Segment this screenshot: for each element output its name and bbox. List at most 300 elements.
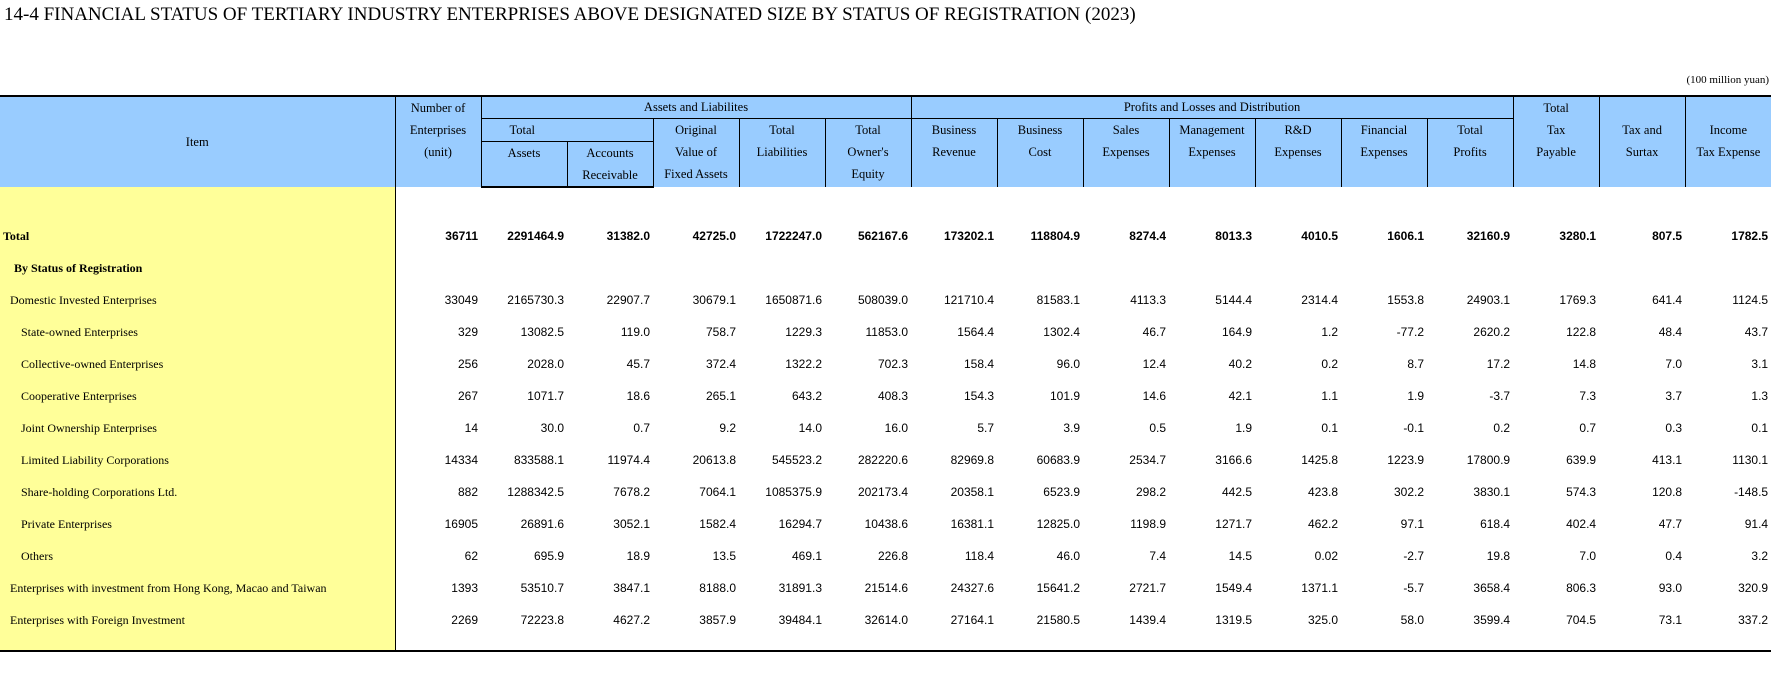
- header-line: Expenses: [1274, 145, 1322, 159]
- value-cell: 508039.0: [857, 293, 908, 307]
- value-cell: 164.9: [1221, 325, 1252, 339]
- header-total-assets: [481, 142, 567, 188]
- row-label: Collective-owned Enterprises: [0, 348, 395, 380]
- value-cell: 19.8: [1486, 549, 1511, 563]
- value-cell: 15641.2: [1036, 581, 1080, 595]
- table-row: [0, 316, 1771, 348]
- value-cell: 1606.1: [1387, 229, 1424, 243]
- value-cell: [1169, 252, 1255, 284]
- header-line: Tax and: [1622, 123, 1662, 137]
- header-line: Tax Expense: [1696, 145, 1761, 159]
- value-cell: 119.0: [620, 325, 650, 339]
- value-cell: 0.1: [1321, 421, 1338, 435]
- value-cell: [395, 252, 481, 284]
- value-cell: 882: [457, 485, 478, 499]
- value-cell: [825, 252, 911, 284]
- value-cell: 1271.7: [1215, 517, 1252, 531]
- page-title: 14-4 FINANCIAL STATUS OF TERTIARY INDUSTRY ENTERPRISES ABOVE DESIGNATED SIZE BY STATUS OF REGISTRATION (2023): [4, 4, 1136, 25]
- value-cell: 7.3: [1579, 389, 1597, 403]
- header-group-profits: Profits and Losses and Distribution: [911, 96, 1513, 119]
- value-cell: 4113.3: [1130, 293, 1166, 307]
- header-line: Revenue: [932, 145, 976, 159]
- header-item: Item: [0, 96, 395, 187]
- header-line: Profits: [1453, 145, 1487, 159]
- value-cell: 3830.1: [1473, 485, 1511, 499]
- value-cell: 8188.0: [699, 581, 736, 595]
- value-cell: 0.02: [1314, 549, 1338, 563]
- value-cell: 267: [457, 389, 478, 403]
- value-cell: 20613.8: [692, 453, 736, 467]
- value-cell: 11853.0: [865, 325, 908, 339]
- table-header: [0, 96, 1771, 187]
- value-cell: 58.0: [1400, 613, 1424, 627]
- header-line: Number of: [410, 101, 466, 115]
- value-cell: 1393: [451, 581, 478, 595]
- value-cell: 1302.4: [1043, 325, 1080, 339]
- value-cell: 13082.5: [520, 325, 564, 339]
- header-line: Accounts: [586, 146, 634, 160]
- value-cell: 695.9: [533, 549, 564, 563]
- value-cell: 442.5: [1221, 485, 1252, 499]
- value-cell: 60683.9: [1036, 453, 1080, 467]
- table-row: [0, 220, 1771, 252]
- header-line: Sales: [1112, 123, 1140, 137]
- value-cell: 372.4: [705, 357, 736, 371]
- table-row: [0, 540, 1771, 572]
- value-cell: 32160.9: [1466, 229, 1511, 243]
- value-cell: 101.9: [1049, 389, 1080, 403]
- header-line: Income: [1709, 123, 1748, 137]
- value-cell: 3052.1: [613, 517, 650, 531]
- header-line: [482, 164, 567, 186]
- value-cell: 11974.4: [607, 453, 650, 467]
- value-cell: 1371.1: [1301, 581, 1338, 595]
- header-line: Value of: [675, 145, 717, 159]
- table-row: [0, 476, 1771, 508]
- value-cell: 7678.2: [613, 485, 650, 499]
- value-cell: -77.2: [1396, 325, 1424, 339]
- header-income-tax: [1685, 96, 1771, 187]
- value-cell: 14.5: [1228, 549, 1252, 563]
- value-cell: 1769.3: [1559, 293, 1597, 307]
- table-body: [0, 187, 1771, 651]
- value-cell: 758.7: [705, 325, 736, 339]
- header-line: (unit): [424, 145, 452, 159]
- header-business-revenue: [911, 119, 997, 188]
- header-total-assets-line1: Total: [481, 119, 653, 142]
- value-cell: 24327.6: [950, 581, 994, 595]
- value-cell: 1553.8: [1387, 293, 1424, 307]
- value-cell: 0.1: [1751, 421, 1769, 435]
- value-cell: 118.4: [964, 549, 994, 563]
- value-cell: 1782.5: [1731, 229, 1769, 243]
- header-line: Enterprises: [409, 123, 467, 137]
- header-sales-expenses: [1083, 119, 1169, 188]
- header-line: Total: [1543, 101, 1569, 115]
- value-cell: [481, 252, 567, 284]
- value-cell: 32614.0: [864, 613, 908, 627]
- value-cell: 43.7: [1744, 325, 1769, 339]
- value-cell: 462.2: [1307, 517, 1338, 531]
- header-line: [1600, 97, 1685, 119]
- value-cell: 3847.1: [613, 581, 650, 595]
- value-cell: 325.0: [1307, 613, 1338, 627]
- row-label: State-owned Enterprises: [0, 316, 395, 348]
- value-cell: 62: [464, 549, 478, 563]
- value-cell: 21514.6: [864, 581, 908, 595]
- value-cell: 302.2: [1393, 485, 1424, 499]
- value-cell: 91.4: [1744, 517, 1769, 531]
- value-cell: [653, 252, 739, 284]
- value-cell: 226.8: [877, 549, 908, 563]
- value-cell: 18.9: [626, 549, 650, 563]
- value-cell: 53510.7: [520, 581, 564, 595]
- empty-cell: [395, 187, 1771, 220]
- header-line: Fixed Assets: [664, 167, 728, 181]
- table-row: [0, 284, 1771, 316]
- table-row: [0, 412, 1771, 444]
- value-cell: 158.4: [963, 357, 994, 371]
- value-cell: 4010.5: [1301, 229, 1338, 243]
- value-cell: 574.3: [1566, 485, 1597, 499]
- value-cell: 643.2: [791, 389, 822, 403]
- value-cell: 2620.2: [1473, 325, 1511, 339]
- value-cell: 97.1: [1400, 517, 1424, 531]
- header-total-profits: [1427, 119, 1513, 188]
- value-cell: 704.5: [1566, 613, 1597, 627]
- header-line: Receivable: [582, 168, 638, 182]
- value-cell: 39484.1: [778, 613, 822, 627]
- header-group-assets: Assets and Liabilites: [481, 96, 911, 119]
- value-cell: 3.2: [1751, 549, 1769, 563]
- value-cell: 16294.7: [778, 517, 822, 531]
- value-cell: 6523.9: [1043, 485, 1080, 499]
- value-cell: [1513, 252, 1599, 284]
- value-cell: 120.8: [1652, 485, 1683, 499]
- value-cell: 14.8: [1572, 357, 1597, 371]
- value-cell: 93.0: [1658, 581, 1683, 595]
- header-line: Total: [769, 123, 795, 137]
- value-cell: 1322.2: [785, 357, 822, 371]
- value-cell: [997, 252, 1083, 284]
- value-cell: 81583.1: [1036, 293, 1080, 307]
- value-cell: 2721.7: [1129, 581, 1166, 595]
- header-rd-expenses: [1255, 119, 1341, 188]
- header-line: Expenses: [1102, 145, 1150, 159]
- value-cell: 13.5: [712, 549, 736, 563]
- value-cell: 1130.1: [1732, 453, 1769, 467]
- value-cell: [1599, 252, 1685, 284]
- value-cell: 320.9: [1738, 581, 1769, 595]
- value-cell: 30.0: [540, 421, 564, 435]
- value-cell: 5144.4: [1215, 293, 1252, 307]
- value-cell: 545523.2: [771, 453, 822, 467]
- value-cell: 1124.5: [1732, 293, 1769, 307]
- value-cell: 1.9: [1235, 421, 1252, 435]
- header-owners-equity: [825, 119, 911, 188]
- value-cell: -148.5: [1734, 485, 1769, 499]
- value-cell: 0.7: [633, 421, 650, 435]
- value-cell: 173202.1: [943, 229, 994, 243]
- value-cell: 2291464.9: [507, 229, 564, 243]
- value-cell: 1229.3: [785, 325, 822, 339]
- value-cell: 121710.4: [943, 293, 994, 307]
- row-label: Joint Ownership Enterprises: [0, 412, 395, 444]
- value-cell: 10438.6: [864, 517, 908, 531]
- value-cell: 1650871.6: [765, 293, 822, 307]
- value-cell: 1564.4: [957, 325, 994, 339]
- value-cell: 16381.1: [950, 517, 994, 531]
- value-cell: 8013.3: [1215, 229, 1252, 243]
- header-line: Financial: [1360, 123, 1408, 137]
- header-line: Cost: [1028, 145, 1052, 159]
- row-label: Cooperative Enterprises: [0, 380, 395, 412]
- value-cell: 256: [457, 357, 478, 371]
- value-cell: 45.7: [626, 357, 650, 371]
- value-cell: 202173.4: [857, 485, 908, 499]
- value-cell: 20358.1: [950, 485, 994, 499]
- value-cell: [739, 252, 825, 284]
- value-cell: 26891.6: [520, 517, 564, 531]
- row-label: Enterprises with Foreign Investment: [0, 604, 395, 636]
- header-line: Equity: [851, 167, 885, 181]
- header-line: Total: [855, 123, 881, 137]
- value-cell: 0.2: [1321, 357, 1338, 371]
- value-cell: 17800.9: [1466, 453, 1511, 467]
- value-cell: 0.4: [1665, 549, 1683, 563]
- value-cell: 1.1: [1321, 389, 1338, 403]
- value-cell: 3.9: [1063, 421, 1080, 435]
- value-cell: 18.6: [626, 389, 650, 403]
- value-cell: 2028.0: [527, 357, 564, 371]
- header-line: Tax: [1546, 123, 1566, 137]
- value-cell: 154.3: [963, 389, 994, 403]
- row-label: Domestic Invested Enterprises: [0, 284, 395, 316]
- value-cell: 33049: [444, 293, 478, 307]
- value-cell: 36711: [445, 229, 478, 243]
- value-cell: 40.2: [1228, 357, 1252, 371]
- label-cell: [0, 636, 395, 651]
- value-cell: 1549.4: [1215, 581, 1252, 595]
- value-cell: 2534.7: [1129, 453, 1166, 467]
- value-cell: -2.7: [1403, 549, 1424, 563]
- header-tax-payable: [1513, 96, 1599, 187]
- table-row: [0, 604, 1771, 636]
- row-label: Others: [0, 540, 395, 572]
- unit-note: (100 million yuan): [1686, 74, 1769, 86]
- value-cell: 413.1: [1652, 453, 1683, 467]
- value-cell: [911, 252, 997, 284]
- value-cell: 48.4: [1658, 325, 1683, 339]
- table-row: [0, 348, 1771, 380]
- value-cell: 46.0: [1056, 549, 1080, 563]
- header-accounts-receivable: [567, 142, 653, 188]
- value-cell: 3166.6: [1215, 453, 1252, 467]
- value-cell: 0.5: [1149, 421, 1166, 435]
- value-cell: 46.7: [1142, 325, 1166, 339]
- value-cell: 4627.2: [613, 613, 650, 627]
- value-cell: 118804.9: [1030, 229, 1080, 243]
- value-cell: 3280.1: [1559, 229, 1597, 243]
- value-cell: 2165730.3: [507, 293, 564, 307]
- table-row: [0, 572, 1771, 604]
- row-label: Share-holding Corporations Ltd.: [0, 476, 395, 508]
- financial-status-table: [0, 95, 1771, 652]
- value-cell: 639.9: [1566, 453, 1597, 467]
- header-business-cost: [997, 119, 1083, 188]
- table-row: [0, 380, 1771, 412]
- value-cell: 2314.4: [1301, 293, 1338, 307]
- value-cell: 1722247.0: [765, 229, 822, 243]
- value-cell: 16905: [444, 517, 478, 531]
- header-line: Expenses: [1360, 145, 1408, 159]
- row-label: Limited Liability Corporations: [0, 444, 395, 476]
- value-cell: 3857.9: [699, 613, 736, 627]
- value-cell: 337.2: [1738, 613, 1769, 627]
- value-cell: 16.0: [884, 421, 908, 435]
- row-label: Private Enterprises: [0, 508, 395, 540]
- value-cell: 0.3: [1665, 421, 1683, 435]
- value-cell: [1255, 252, 1341, 284]
- value-cell: [1427, 252, 1513, 284]
- value-cell: 1.3: [1751, 389, 1769, 403]
- value-cell: 1223.9: [1387, 453, 1424, 467]
- value-cell: 31382.0: [606, 229, 650, 243]
- header-line: Assets: [507, 146, 541, 160]
- value-cell: 1085375.9: [765, 485, 822, 499]
- header-line: Expenses: [1188, 145, 1236, 159]
- value-cell: 7064.1: [699, 485, 736, 499]
- value-cell: 329: [457, 325, 478, 339]
- header-line: Payable: [1536, 145, 1576, 159]
- value-cell: 641.4: [1652, 293, 1683, 307]
- value-cell: 298.2: [1135, 485, 1166, 499]
- value-cell: 31891.3: [778, 581, 822, 595]
- value-cell: 17.2: [1486, 357, 1511, 371]
- value-cell: 72223.8: [520, 613, 564, 627]
- value-cell: 27164.1: [950, 613, 994, 627]
- value-cell: 3599.4: [1473, 613, 1511, 627]
- value-cell: 42.1: [1228, 389, 1252, 403]
- header-line: [1686, 97, 1771, 119]
- value-cell: 1319.5: [1215, 613, 1252, 627]
- value-cell: 423.8: [1307, 485, 1338, 499]
- value-cell: 1.9: [1407, 389, 1424, 403]
- value-cell: 1425.8: [1301, 453, 1338, 467]
- header-line: Business: [1017, 123, 1063, 137]
- value-cell: 12.4: [1142, 357, 1166, 371]
- header-tax-surtax: [1599, 96, 1685, 187]
- value-cell: 7.4: [1149, 549, 1166, 563]
- header-line: Owner's: [847, 145, 889, 159]
- header-line: R&D: [1284, 123, 1312, 137]
- row-label: Total: [0, 220, 395, 252]
- value-cell: 8.7: [1407, 357, 1424, 371]
- value-cell: [567, 252, 653, 284]
- value-cell: 2269: [451, 613, 478, 627]
- value-cell: 14: [464, 421, 478, 435]
- header-line: Business: [931, 123, 977, 137]
- bottom-row: [0, 636, 1771, 651]
- value-cell: 0.7: [1579, 421, 1597, 435]
- value-cell: 469.1: [791, 549, 822, 563]
- value-cell: -0.1: [1403, 421, 1424, 435]
- value-cell: 82969.8: [950, 453, 994, 467]
- value-cell: 702.3: [877, 357, 908, 371]
- value-cell: 14.6: [1142, 389, 1166, 403]
- value-cell: 1439.4: [1129, 613, 1166, 627]
- value-cell: -5.7: [1403, 581, 1424, 595]
- value-cell: 14334: [444, 453, 478, 467]
- value-cell: 402.4: [1566, 517, 1597, 531]
- value-cell: 8274.4: [1129, 229, 1166, 243]
- value-cell: 9.2: [719, 421, 736, 435]
- value-cell: 14.0: [798, 421, 822, 435]
- header-financial-expenses: [1341, 119, 1427, 188]
- spacer-row: [0, 187, 1771, 220]
- value-cell: [1083, 252, 1169, 284]
- value-cell: 7.0: [1579, 549, 1597, 563]
- value-cell: 21580.5: [1036, 613, 1080, 627]
- value-cell: 807.5: [1652, 229, 1683, 243]
- value-cell: 265.1: [705, 389, 736, 403]
- value-cell: 12825.0: [1036, 517, 1080, 531]
- label-cell: [0, 187, 395, 220]
- header-line: Liabilities: [756, 145, 808, 159]
- value-cell: 833588.1: [513, 453, 564, 467]
- value-cell: 3.7: [1665, 389, 1683, 403]
- value-cell: 42725.0: [692, 229, 736, 243]
- header-line: Total: [1457, 123, 1483, 137]
- value-cell: 5.7: [977, 421, 994, 435]
- value-cell: 7.0: [1665, 357, 1683, 371]
- value-cell: 1071.7: [527, 389, 564, 403]
- value-cell: 618.4: [1480, 517, 1511, 531]
- value-cell: 1.2: [1321, 325, 1338, 339]
- value-cell: 96.0: [1056, 357, 1080, 371]
- value-cell: [1341, 252, 1427, 284]
- value-cell: 22907.7: [606, 293, 650, 307]
- header-line: Management: [1179, 123, 1245, 137]
- value-cell: -3.7: [1489, 389, 1511, 403]
- table-row: [0, 252, 1771, 284]
- value-cell: 1198.9: [1130, 517, 1166, 531]
- header-enterprises: [395, 96, 481, 187]
- header-total-liabilities: [739, 119, 825, 188]
- value-cell: 3658.4: [1473, 581, 1511, 595]
- value-cell: 408.3: [877, 389, 908, 403]
- value-cell: 122.8: [1566, 325, 1597, 339]
- value-cell: 47.7: [1658, 517, 1683, 531]
- value-cell: 1582.4: [699, 517, 736, 531]
- value-cell: [1685, 252, 1771, 284]
- value-cell: 282220.6: [857, 453, 908, 467]
- value-cell: 806.3: [1566, 581, 1597, 595]
- value-cell: 30679.1: [692, 293, 736, 307]
- empty-cell: [395, 636, 1771, 651]
- value-cell: 1288342.5: [507, 485, 564, 499]
- header-line: Original: [675, 123, 717, 137]
- table-row: [0, 444, 1771, 476]
- header-management-expenses: [1169, 119, 1255, 188]
- value-cell: 0.2: [1493, 421, 1511, 435]
- value-cell: 73.1: [1658, 613, 1683, 627]
- value-cell: 562167.6: [857, 229, 908, 243]
- header-line: Surtax: [1625, 145, 1659, 159]
- header-fixed-assets: [653, 119, 739, 188]
- row-label: By Status of Registration: [0, 252, 395, 284]
- value-cell: 3.1: [1751, 357, 1769, 371]
